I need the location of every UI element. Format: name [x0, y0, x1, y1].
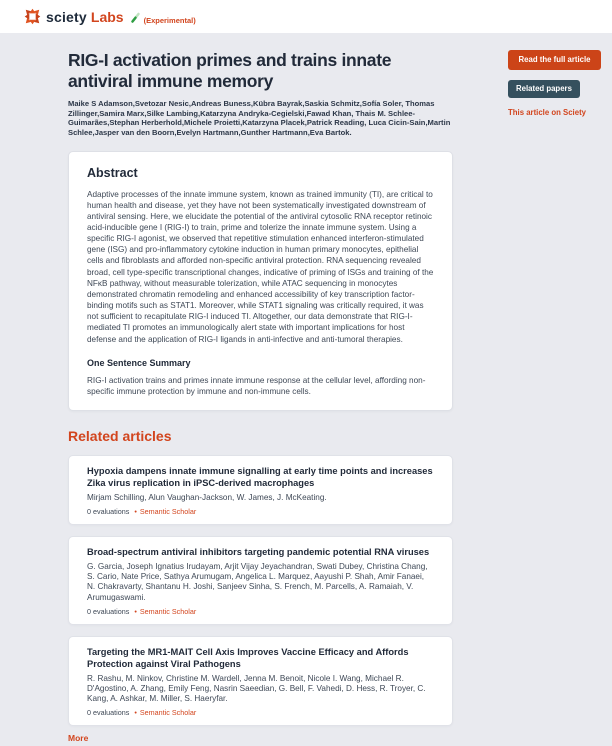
- main-column: [68, 50, 453, 746]
- related-article-meta: [87, 708, 434, 717]
- bullet-separator: •: [134, 507, 137, 517]
- sidebar: [508, 50, 601, 117]
- sciety-logo-icon: [24, 8, 41, 25]
- article-authors: Maike S Adamson,Svetozar Nesic,Andreas Buness,Kübra Bayrak,Saskia Schmitz,Sofía Soler, Thomas Zillinger,Samira Marx,Silke Lambing,Katarzyna Andryka-Cegielski,Fawad Khan, Thais M. Schlee-Guimarães,Stephan Herberhold,Michele Proietti,Katarzyna Placek,Patrick Reading, Luca Cicin-Sain,Martin Schlee,Jasper van den Boorn,Evelyn Hartmann,Gunther Hartmann,Eva Bartok.: [68, 99, 451, 137]
- related-article-card: [68, 636, 453, 727]
- this-article-on-sciety-link[interactable]: This article on Sciety: [508, 108, 586, 117]
- brand-name: sciety: [46, 8, 87, 25]
- related-articles-heading: Related articles: [68, 428, 172, 445]
- one-sentence-summary-heading: One Sentence Summary: [87, 357, 191, 368]
- bullet-separator: •: [134, 708, 137, 718]
- related-article-authors: R. Rashu, M. Ninkov, Christine M. Wardell, Jenna M. Benoit, Nicole I. Wang, Michael R. D'Agostino, A. Zhang, Emily Feng, Nasrin Saeedian, G. Bell, F. Vahedi, D. Hess, R. Troyer, C. Kang, A. Ashkar, M. Miller, S. Haeryfar.: [87, 673, 426, 704]
- related-article-card: [68, 455, 453, 525]
- abstract-heading: Abstract: [87, 165, 138, 180]
- experimental-label: (Experimental): [143, 16, 196, 25]
- related-article-title-link[interactable]: Broad-spectrum antiviral inhibitors targeting pandemic potential RNA viruses: [87, 547, 430, 558]
- read-full-article-button[interactable]: Read the full article: [508, 50, 601, 70]
- test-tube-icon: [130, 12, 142, 24]
- related-article-meta: [87, 607, 434, 616]
- related-article-meta: [87, 507, 434, 516]
- bullet-separator: •: [134, 606, 137, 616]
- header: [0, 0, 612, 33]
- one-sentence-summary-text: RIG-I activation trains and primes innate immune response at the cellular level, affording non-specific immune protection by immune and non-immune cells.: [87, 375, 426, 396]
- related-article-authors: G. Garcia, Joseph Ignatius Irudayam, Arjit Vijay Jeyachandran, Swati Dubey, Christina Chang, S. Cario, Nate Price, Sathya Arumugam, Angelica L. Marquez, Aayushi P. Shah, Amir Fanaei, N. Chakravarty, Shantanu H. Joshi, Sanjeev Sinha, S. French, M. Parcells, A. Ramaiah, V. Arumugaswami.: [87, 561, 428, 602]
- evaluations-count: 0 evaluations: [87, 507, 130, 517]
- abstract-text: Adaptive processes of the innate immune system, known as trained immunity (TI), are critical to human health and disease, yet they have not been systematically investigated downstream of antiviral sensing. Here, we elucidate the potential of the antiviral cytosolic RNA receptor retinoic acid-inducible gene I (RIG-I) to train, prime and tolerize the innate immune system. Using a specific RIG-I agonist, we observed that repetitive stimulation enhanced interferon-stimulated gene (ISG) and pro-inflammatory cytokine induction in human primary monocytes, epithelial cells and fibroblasts and afforded non-specific antiviral protection. RNA sequencing revealed broad, cell type-specific transcriptional changes, indicative of priming of ISGs and training of the NFκB pathway, without measurable tolerization, while ATAC sequencing in monocytes demonstrated chromatin remodeling and enhanced accessibility of key transcription factor-binding motifs such as STAT1. Moreover, while STAT1 signaling was critically required, it was not sufficient to recapitulate RIG-I induced TI. Altogether, our data demonstrate that RIG-I-mediated TI promotes an immunologically alert state with important implications for host defense and the application of RIG-I ligands in anti-infective and anti-tumoral therapies.: [87, 189, 434, 344]
- related-article-card: [68, 536, 453, 625]
- related-article-title-link[interactable]: Targeting the MR1-MAIT Cell Axis Improves Vaccine Efficacy and Affords Protection against Viral Pathogens: [87, 646, 409, 669]
- related-article-authors: Mirjam Schilling, Alun Vaughan-Jackson, W. James, J. McKeating.: [87, 492, 327, 502]
- semantic-scholar-link[interactable]: Semantic Scholar: [139, 606, 197, 616]
- semantic-scholar-link[interactable]: Semantic Scholar: [139, 708, 197, 718]
- semantic-scholar-link[interactable]: Semantic Scholar: [139, 507, 197, 517]
- sciety-labs-home-link[interactable]: [24, 8, 196, 25]
- more-link[interactable]: More: [68, 733, 89, 744]
- article-title: RIG-I activation primes and trains innate antiviral immune memory: [68, 50, 392, 91]
- evaluations-count: 0 evaluations: [87, 708, 130, 718]
- related-article-title-link[interactable]: Hypoxia dampens innate immune signalling at early time points and increases Zika virus replication in iPSC-derived macrophages: [87, 466, 433, 488]
- evaluations-count: 0 evaluations: [87, 606, 130, 616]
- content: [0, 33, 612, 746]
- related-papers-button[interactable]: Related papers: [508, 80, 580, 98]
- abstract-card: [68, 151, 453, 412]
- brand-suffix: Labs: [90, 8, 124, 25]
